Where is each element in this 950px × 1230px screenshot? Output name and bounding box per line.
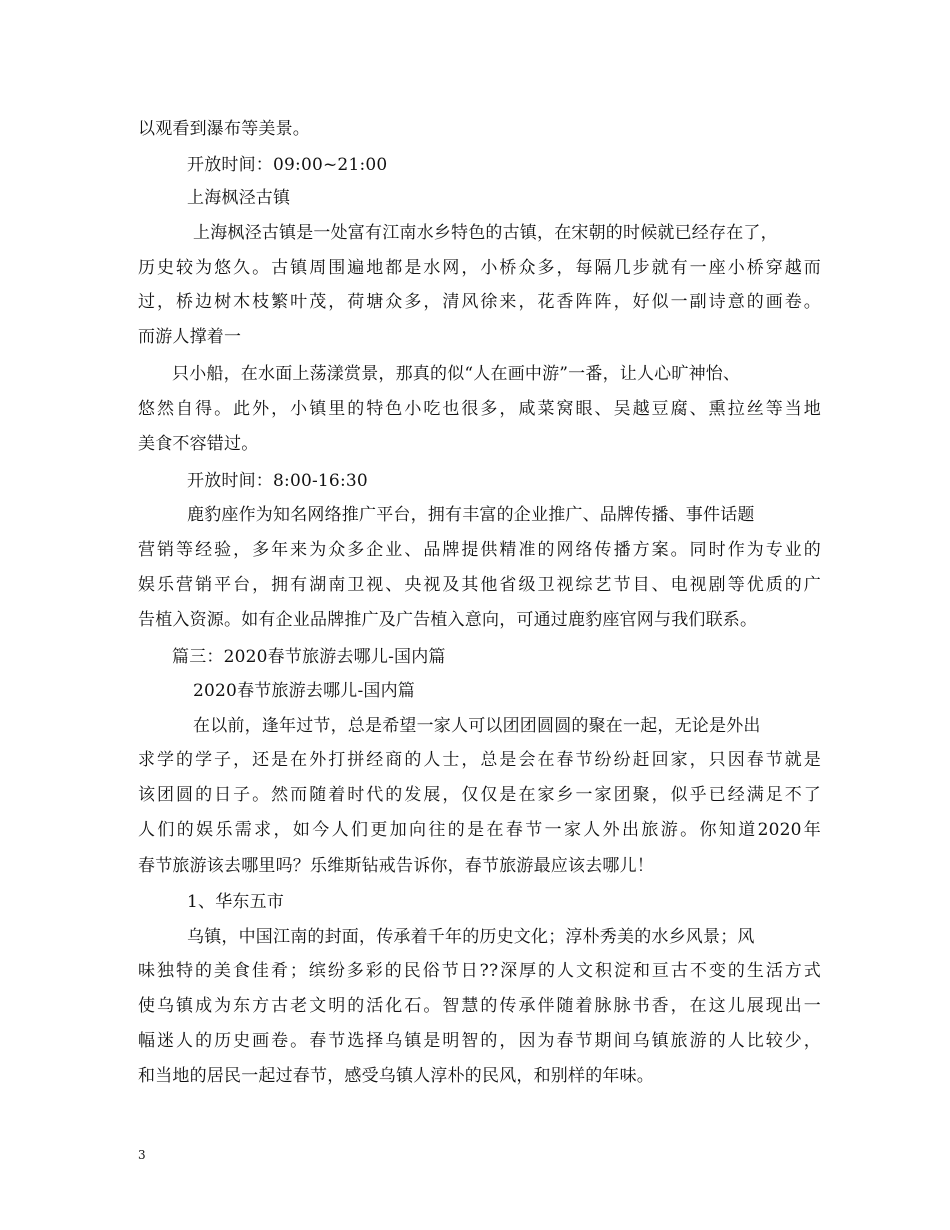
- paragraph-line: 使乌镇成为东方古老文明的活化石。智慧的传承伴随着脉脉书香，在这儿展现出一: [138, 996, 821, 1016]
- paragraph-line: 鹿豹座作为知名网络推广平台，拥有丰富的企业推广、品牌传播、事件话题: [187, 505, 755, 525]
- chapter-heading: 篇三：2020春节旅游去哪儿-国内篇: [172, 647, 446, 667]
- list-heading: 1、华东五市: [187, 892, 285, 912]
- paragraph-line: 乌镇，中国江南的封面，传承着千年的历史文化；淳朴秀美的水乡风景；风: [187, 927, 755, 947]
- paragraph-line: 过，桥边树木枝繁叶茂，荷塘众多，清风徐来，花香阵阵，好似一副诗意的画卷。: [138, 292, 821, 312]
- paragraph-line: 求学的学子，还是在外打拼经商的人士，总是会在春节纷纷赶回家，只因春节就是: [138, 750, 821, 770]
- paragraph-line: 上海枫泾古镇是一处富有江南水乡特色的古镇，在宋朝的时候就已经存在了，: [193, 223, 778, 243]
- paragraph-line: 而游人撑着一: [138, 327, 242, 347]
- paragraph-line: 人们的娱乐需求，如今人们更加向往的是在春节一家人外出旅游。你知道2020年: [138, 820, 821, 840]
- paragraph-line: 幅迷人的历史画卷。春节选择乌镇是明智的，因为春节期间乌镇旅游的人比较少，: [138, 1031, 821, 1051]
- paragraph-line: 在以前，逢年过节，总是希望一家人可以团团圆圆的聚在一起，无论是外出: [193, 716, 761, 736]
- opening-hours-line: 开放时间：8:00-16:30: [187, 471, 368, 491]
- article-title: 2020春节旅游去哪儿-国内篇: [193, 681, 416, 701]
- paragraph-line: 味独特的美食佳肴；缤纷多彩的民俗节日??深厚的人文积淀和亘古不变的生活方式: [138, 961, 821, 981]
- paragraph-line: 告植入资源。如有企业品牌推广及广告植入意向，可通过鹿豹座官网与我们联系。: [138, 610, 758, 630]
- paragraph-line: 美食不容错过。: [138, 434, 259, 454]
- opening-hours-line: 开放时间：09:00~21:00: [187, 155, 388, 175]
- text-line: 以观看到瀑布等美景。: [138, 119, 310, 139]
- paragraph-line: 和当地的居民一起过春节，感受乌镇人淳朴的民风，和别样的年味。: [138, 1066, 654, 1086]
- paragraph-line: 只小船，在水面上荡漾赏景，那真的似“人在画中游”一番，让人心旷神怡、: [172, 364, 741, 384]
- section-heading: 上海枫泾古镇: [187, 188, 291, 208]
- paragraph-line: 营销等经验，多年来为众多企业、品牌提供精准的网络传播方案。同时作为专业的: [138, 540, 821, 560]
- paragraph-line: 历史较为悠久。古镇周围遍地都是水网，小桥众多，每隔几步就有一座小桥穿越而: [138, 258, 821, 278]
- page-number: 3: [138, 1148, 146, 1162]
- paragraph-line: 春节旅游该去哪里吗？乐维斯钻戒告诉你，春节旅游最应该去哪儿！: [138, 856, 654, 876]
- paragraph-line: 娱乐营销平台，拥有湖南卫视、央视及其他省级卫视综艺节目、电视剧等优质的广: [138, 575, 821, 595]
- paragraph-line: 悠然自得。此外，小镇里的特色小吃也很多，咸菜窝眼、吴越豆腐、熏拉丝等当地: [138, 399, 821, 419]
- paragraph-line: 该团圆的日子。然而随着时代的发展，仅仅是在家乡一家团聚，似乎已经满足不了: [138, 785, 821, 805]
